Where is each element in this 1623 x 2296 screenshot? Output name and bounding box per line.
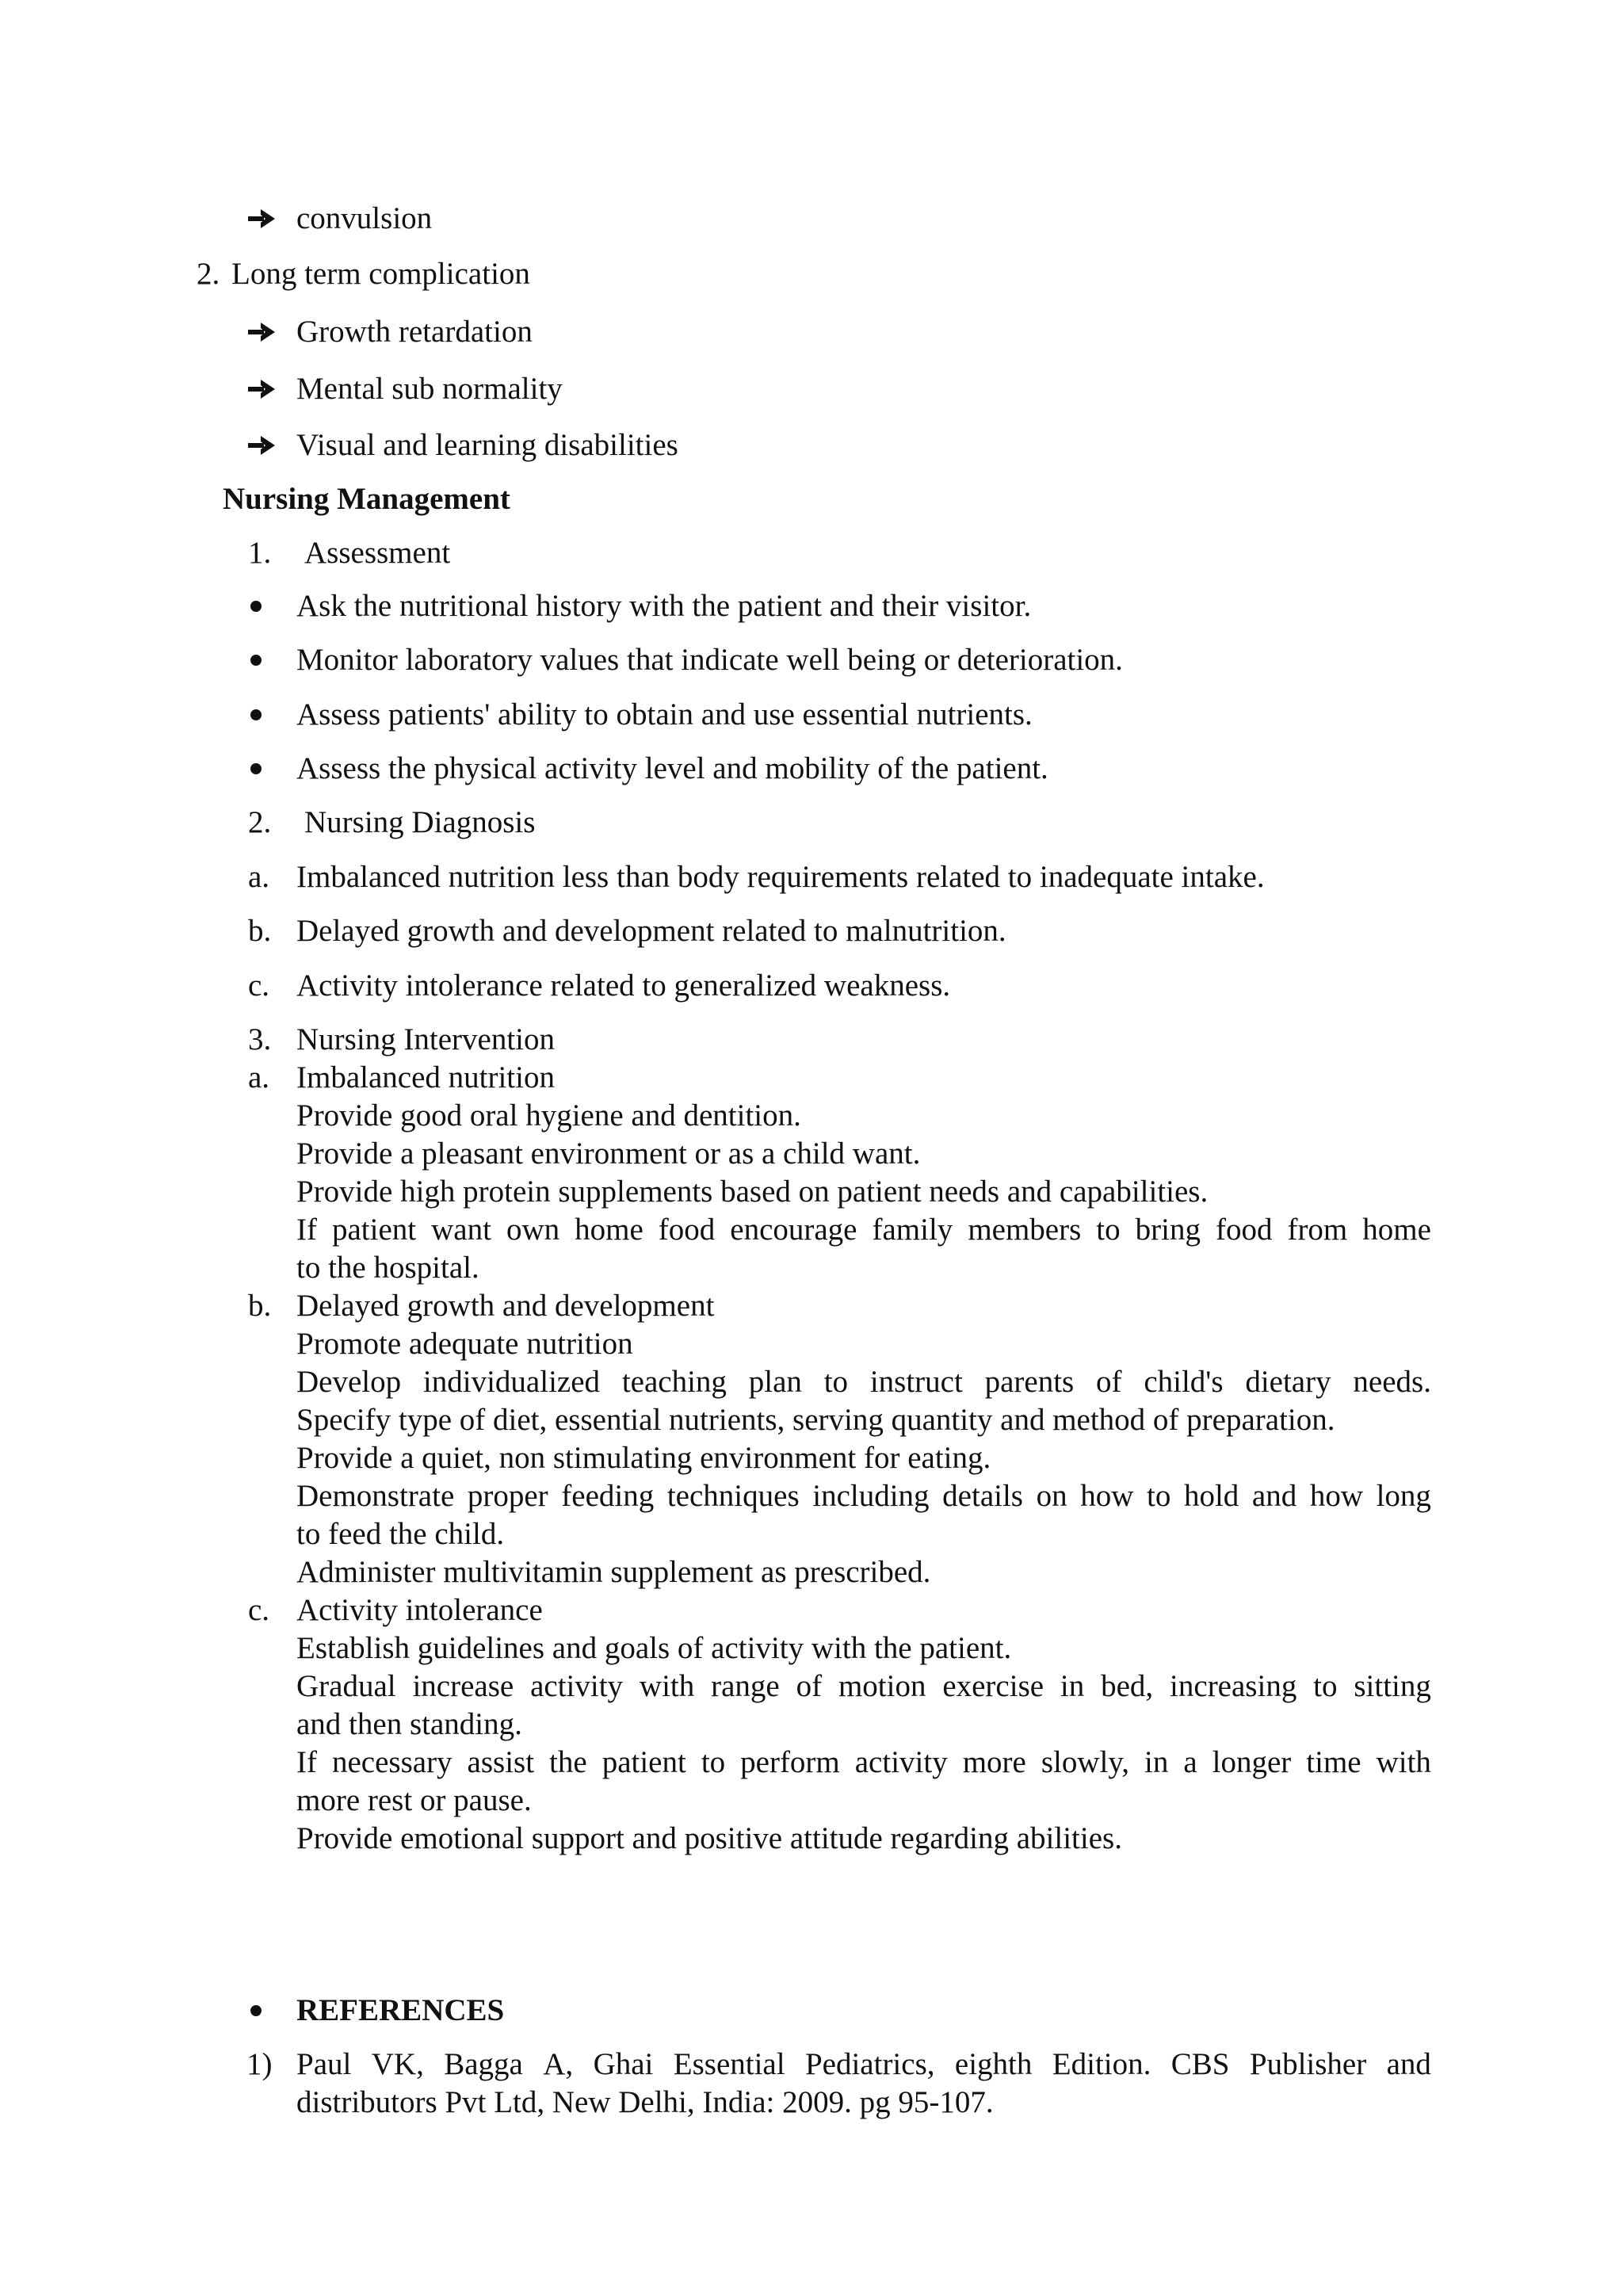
- intervention-line-justified: [296, 1363, 1431, 1401]
- word: dietary: [1245, 1365, 1331, 1399]
- word: in: [1060, 1669, 1085, 1703]
- word: to: [1146, 1479, 1171, 1513]
- word: of: [796, 1669, 823, 1703]
- intervention-line: Provide emotional support and positive attitude regarding abilities.: [296, 1821, 1122, 1855]
- intervention-line: and then standing.: [296, 1707, 522, 1741]
- word: slowly,: [1041, 1745, 1130, 1779]
- word: A,: [543, 2047, 574, 2081]
- intervention-line-justified: [296, 1211, 1431, 1249]
- intervention-line-justified: [296, 1477, 1431, 1515]
- reference-line: distributors Pvt Ltd, New Delhi, India: 2009. pg 95-107.: [296, 2085, 994, 2119]
- word: bed,: [1101, 1669, 1154, 1703]
- word: Paul: [296, 2047, 352, 2081]
- assessment-heading: Assessment: [304, 536, 451, 570]
- word: and: [1386, 2047, 1431, 2081]
- nursing-intervention-heading: Nursing Intervention: [296, 1022, 556, 1056]
- word: assist: [467, 1745, 535, 1779]
- diagnosis-item: Imbalanced nutrition less than body requirements related to inadequate intake.: [296, 860, 1265, 894]
- word: more: [962, 1745, 1026, 1779]
- word: on: [1036, 1479, 1067, 1513]
- bullet-dot-icon: [250, 763, 262, 774]
- word: time: [1306, 1745, 1361, 1779]
- word: from: [1287, 1213, 1348, 1247]
- list-marker: b.: [248, 914, 272, 948]
- word: VK,: [371, 2047, 424, 2081]
- word: range: [711, 1669, 780, 1703]
- word: want: [431, 1213, 491, 1247]
- intervention-line: Specify type of diet, essential nutrients, serving quantity and method of preparation.: [296, 1403, 1335, 1437]
- word: motion: [838, 1669, 926, 1703]
- word: exercise: [942, 1669, 1044, 1703]
- intervention-line-justified: [296, 1744, 1431, 1782]
- word: Bagga: [444, 2047, 523, 2081]
- word: Ghai: [593, 2047, 654, 2081]
- diagnosis-item: Delayed growth and development related to malnutrition.: [296, 914, 1006, 948]
- word: child's: [1144, 1365, 1224, 1399]
- word: home: [1362, 1213, 1431, 1247]
- word: to: [1313, 1669, 1338, 1703]
- intervention-subheading: Activity intolerance: [296, 1593, 543, 1627]
- word: increasing: [1170, 1669, 1297, 1703]
- intervention-line: Administer multivitamin supplement as prescribed.: [296, 1555, 931, 1589]
- word: Pediatrics,: [804, 2047, 935, 2081]
- word: with: [1376, 1745, 1431, 1779]
- word: bring: [1135, 1213, 1201, 1247]
- word: sitting: [1354, 1669, 1431, 1703]
- intervention-line: to feed the child.: [296, 1517, 505, 1551]
- reference-marker: 1): [246, 2047, 273, 2081]
- word: food: [658, 1213, 716, 1247]
- intervention-line: more rest or pause.: [296, 1783, 532, 1817]
- word: own: [506, 1213, 560, 1247]
- word: needs.: [1353, 1365, 1431, 1399]
- word: eighth: [954, 2047, 1033, 2081]
- word: proper: [467, 1479, 548, 1513]
- assessment-item: Ask the nutritional history with the patient and their visitor.: [296, 589, 1032, 623]
- word: longer: [1212, 1745, 1292, 1779]
- word: Essential: [673, 2047, 785, 2081]
- nursing-diagnosis-heading: Nursing Diagnosis: [304, 805, 536, 839]
- list-number: 2.: [248, 805, 272, 839]
- word: Demonstrate: [296, 1479, 455, 1513]
- word: a: [1183, 1745, 1197, 1779]
- word: encourage: [730, 1213, 857, 1247]
- bullet-dot-icon: [250, 2005, 262, 2016]
- word: hold: [1183, 1479, 1239, 1513]
- bullet-dot-icon: [250, 709, 262, 720]
- word: necessary: [331, 1745, 453, 1779]
- intervention-subheading: Delayed growth and development: [296, 1289, 715, 1323]
- intervention-line: Provide a pleasant environment or as a child want.: [296, 1137, 921, 1171]
- word: family: [872, 1213, 953, 1247]
- word: perform: [740, 1745, 840, 1779]
- list-marker: b.: [248, 1289, 272, 1323]
- word: of: [1096, 1365, 1122, 1399]
- list-marker: c.: [248, 1593, 270, 1627]
- word: to: [823, 1365, 849, 1399]
- word: how: [1080, 1479, 1134, 1513]
- word: the: [549, 1745, 587, 1779]
- word: to: [1096, 1213, 1121, 1247]
- word: Publisher: [1249, 2047, 1367, 2081]
- word: including: [812, 1479, 930, 1513]
- word: activity: [854, 1745, 948, 1779]
- word: teaching: [621, 1365, 727, 1399]
- word: If: [296, 1213, 317, 1247]
- intervention-subheading: Imbalanced nutrition: [296, 1060, 555, 1095]
- list-number: 1.: [248, 536, 272, 570]
- word: how: [1309, 1479, 1363, 1513]
- word: Edition.: [1052, 2047, 1151, 2081]
- intervention-line: Provide a quiet, non stimulating environment for eating.: [296, 1441, 991, 1475]
- reference-line-justified: [296, 2046, 1431, 2084]
- word: CBS: [1170, 2047, 1230, 2081]
- word: patient: [601, 1745, 686, 1779]
- complication-item: Visual and learning disabilities: [296, 428, 678, 462]
- word: feeding: [561, 1479, 655, 1513]
- arrow-bullet-icon: [248, 209, 275, 228]
- word: individualized: [422, 1365, 601, 1399]
- list-number: 3.: [248, 1022, 272, 1056]
- word: with: [639, 1669, 695, 1703]
- word: long: [1376, 1479, 1431, 1513]
- assessment-item: Assess patients' ability to obtain and use essential nutrients.: [296, 697, 1033, 732]
- complication-item: convulsion: [296, 201, 433, 235]
- arrow-bullet-icon: [248, 323, 275, 342]
- word: members: [968, 1213, 1082, 1247]
- intervention-line-justified: [296, 1668, 1431, 1706]
- word: increase: [412, 1669, 514, 1703]
- long-term-complication-heading: Long term complication: [231, 257, 530, 291]
- word: home: [575, 1213, 643, 1247]
- complication-item: Mental sub normality: [296, 372, 563, 406]
- word: plan: [748, 1365, 802, 1399]
- intervention-line: Establish guidelines and goals of activity with the patient.: [296, 1631, 1012, 1665]
- arrow-bullet-icon: [248, 436, 275, 455]
- nursing-management-heading: Nursing Management: [223, 482, 510, 516]
- diagnosis-item: Activity intolerance related to generalized weakness.: [296, 968, 951, 1003]
- intervention-line: Provide good oral hygiene and dentition.: [296, 1098, 801, 1133]
- assessment-item: Monitor laboratory values that indicate well being or deterioration.: [296, 643, 1123, 677]
- intervention-line: to the hospital.: [296, 1251, 479, 1285]
- references-heading: REFERENCES: [296, 1993, 505, 2027]
- word: and: [1251, 1479, 1297, 1513]
- word: instruct: [869, 1365, 963, 1399]
- word: details: [942, 1479, 1023, 1513]
- word: patient: [331, 1213, 417, 1247]
- list-marker: c.: [248, 968, 270, 1003]
- list-marker: a.: [248, 1060, 270, 1095]
- word: Gradual: [296, 1669, 396, 1703]
- list-marker: a.: [248, 860, 270, 894]
- word: to: [701, 1745, 726, 1779]
- bullet-dot-icon: [250, 655, 262, 666]
- bullet-dot-icon: [250, 601, 262, 612]
- word: Develop: [296, 1365, 402, 1399]
- intervention-line: Promote adequate nutrition: [296, 1327, 633, 1361]
- intervention-line: Provide high protein supplements based on patient needs and capabilities.: [296, 1175, 1209, 1209]
- word: activity: [530, 1669, 624, 1703]
- word: in: [1144, 1745, 1169, 1779]
- list-number: 2.: [197, 257, 220, 291]
- word: If: [296, 1745, 317, 1779]
- word: parents: [984, 1365, 1075, 1399]
- word: food: [1215, 1213, 1273, 1247]
- arrow-bullet-icon: [248, 380, 275, 399]
- word: techniques: [666, 1479, 800, 1513]
- complication-item: Growth retardation: [296, 315, 533, 349]
- assessment-item: Assess the physical activity level and mobility of the patient.: [296, 751, 1048, 785]
